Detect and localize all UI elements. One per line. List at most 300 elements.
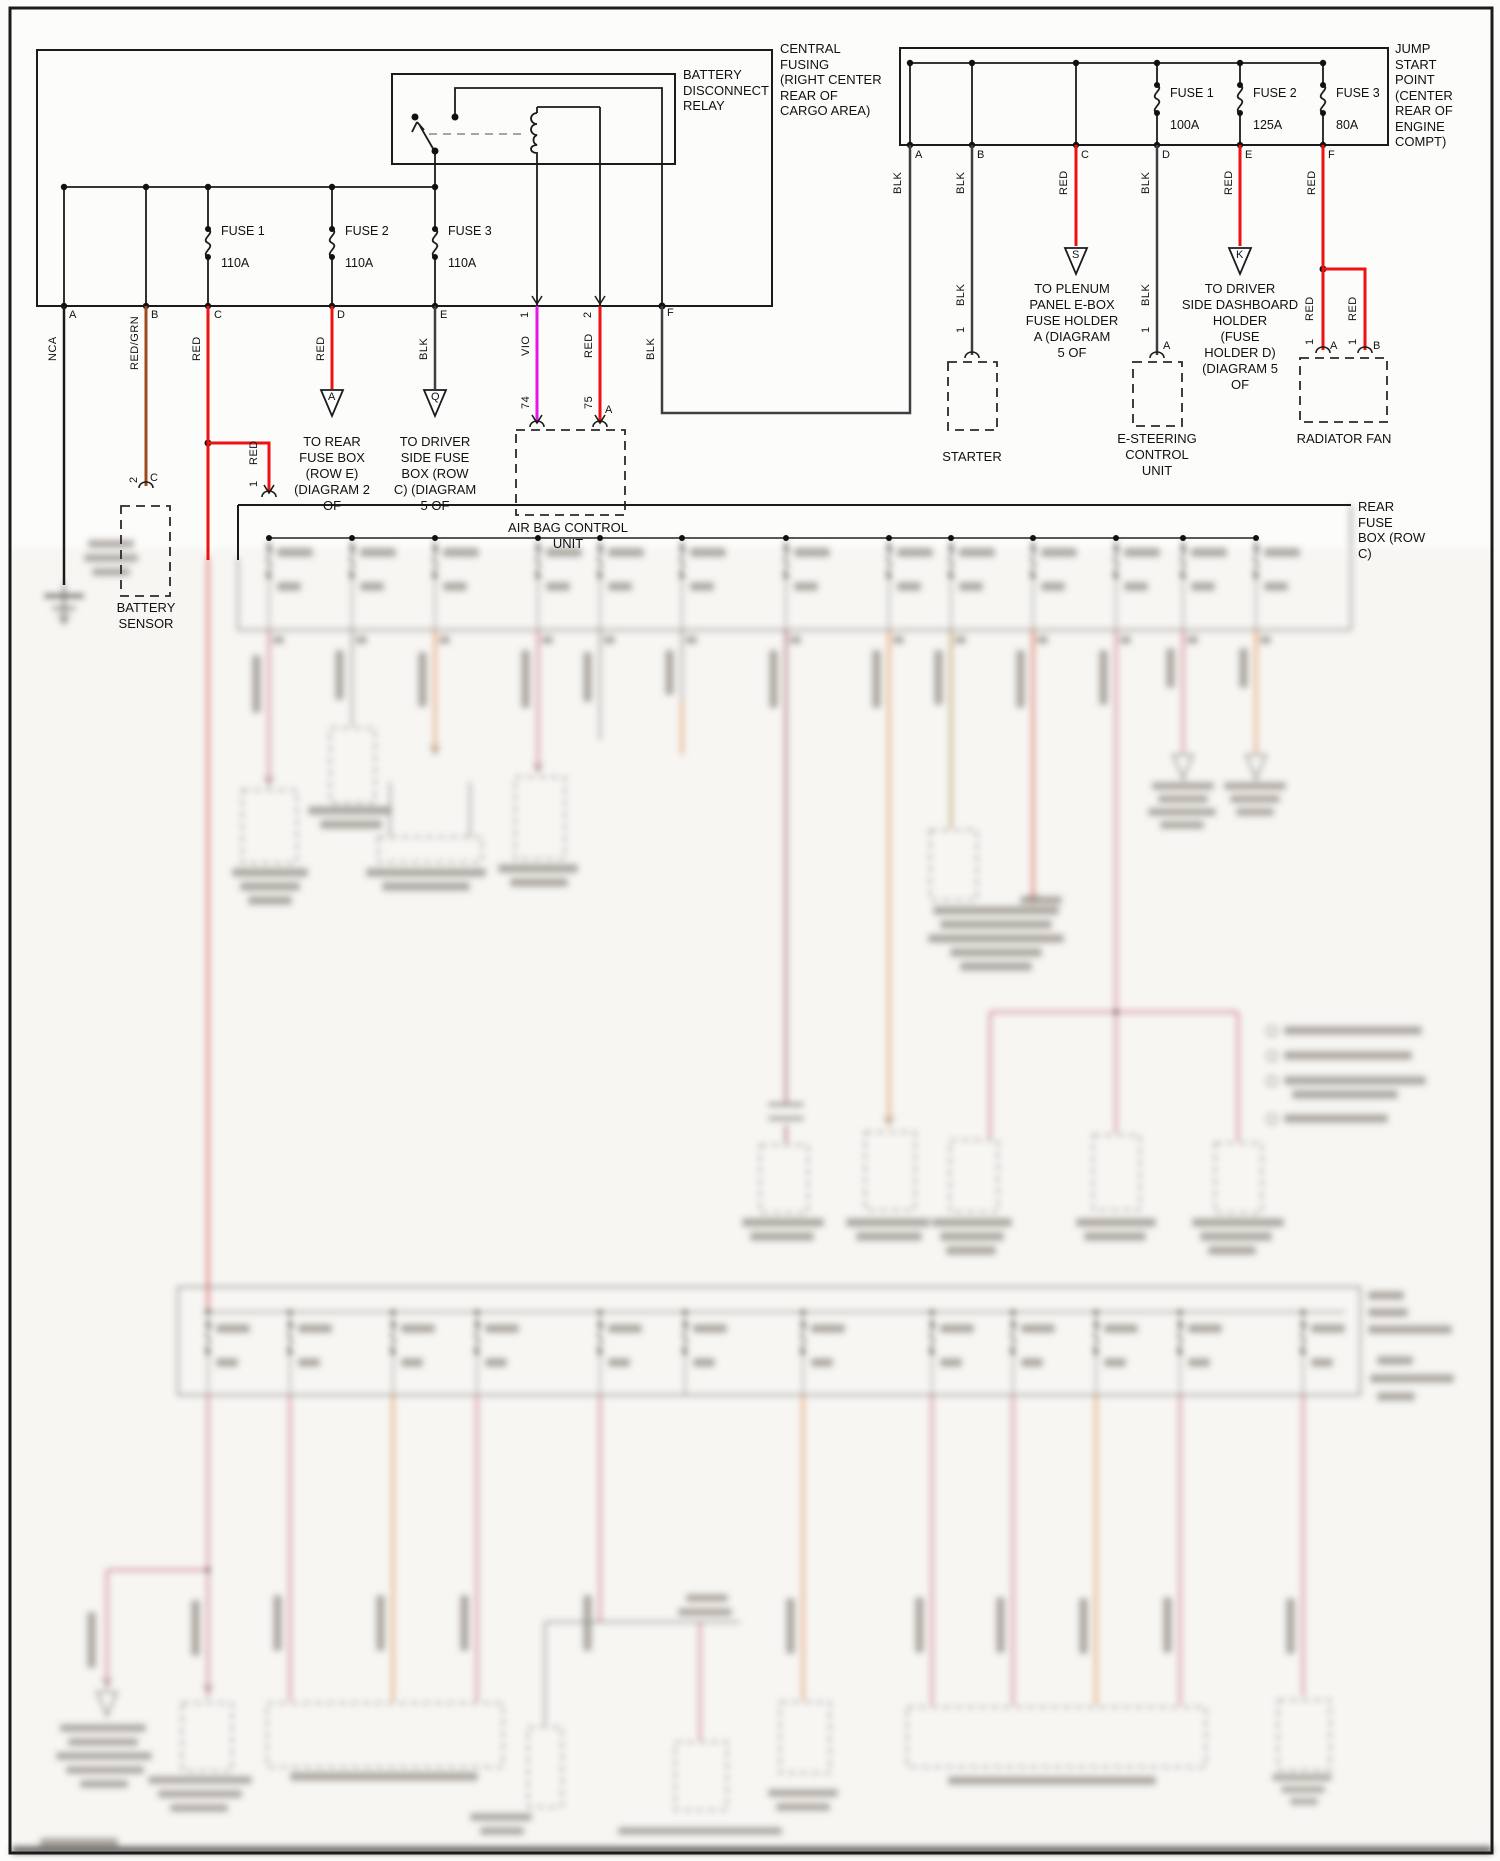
blurred-text: [356, 636, 367, 644]
blurred-lower-schematic: [12, 505, 1492, 1853]
bus-junction-dot: [886, 535, 892, 541]
fuse-icon: [433, 229, 438, 257]
wire-label-blk: BLK: [645, 337, 657, 361]
blurred-text: [811, 1324, 845, 1333]
blurred-text: [811, 1358, 833, 1367]
blurred-text: [1311, 1324, 1345, 1333]
blurred-text: [693, 1324, 727, 1333]
blurred-text: [1191, 582, 1215, 591]
blurred-text: [56, 1752, 152, 1760]
blurred-dot: [1113, 573, 1119, 579]
blurred-text: [376, 1595, 385, 1651]
blurred-dot: [432, 545, 438, 551]
wire-label-blk: BLK: [1140, 171, 1152, 195]
blurred-text: [940, 1358, 962, 1367]
fuse-label: FUSE 3: [1336, 86, 1380, 100]
blurred-text: [583, 1595, 592, 1651]
to-plenum-text: TO PLENUM PANEL E-BOX FUSE HOLDER A (DIAGRAM 5 OF: [1025, 281, 1119, 360]
blurred-text: [443, 582, 467, 591]
blurred-text: [216, 1324, 250, 1333]
blurred-text: [1021, 1324, 1055, 1333]
blurred-text: [510, 878, 568, 887]
blurred-text: [366, 868, 486, 877]
terminal-letter: D: [1162, 149, 1170, 161]
blurred-text: [542, 636, 553, 644]
blurred-text: [940, 1232, 1004, 1241]
blurred-text: [897, 548, 933, 557]
blurred-dot: [205, 1321, 211, 1327]
fuse-rating: 110A: [221, 256, 250, 270]
blurred-text: [320, 820, 382, 829]
blurred-dot: [929, 1321, 935, 1327]
blurred-text: [460, 1595, 469, 1651]
terminal-letter: B: [977, 149, 985, 161]
blurred-dot: [1093, 1349, 1099, 1355]
blurred-text: [856, 1232, 922, 1241]
bus-junction-dot: [783, 535, 789, 541]
bus-junction-dot: [679, 535, 685, 541]
air-bag-control-unit-box: [516, 430, 625, 515]
starter-box: [948, 362, 997, 430]
blurred-text: [546, 582, 570, 591]
blurred-text: [959, 548, 995, 557]
central-fusing-title: CENTRAL FUSING (RIGHT CENTER REAR OF CARGO AREA): [780, 41, 882, 118]
blurred-text: [1104, 1358, 1126, 1367]
wire-label-blk: BLK: [418, 337, 430, 361]
blurred-text: [273, 636, 284, 644]
blurred-text: [498, 864, 578, 873]
blurred-text: [216, 1358, 238, 1367]
blurred-text: [608, 582, 632, 591]
blurred-dot: [287, 1309, 293, 1315]
blurred-dot: [597, 573, 603, 579]
blurred-text: [897, 582, 921, 591]
terminal-letter: B: [151, 309, 159, 321]
blurred-dot: [682, 1321, 688, 1327]
blurred-text: [1076, 1218, 1156, 1227]
blurred-text: [443, 548, 479, 557]
blurred-text: [934, 650, 943, 705]
blurred-text: [750, 1232, 814, 1241]
blurred-dot: [1030, 573, 1036, 579]
fuse-label: FUSE 2: [345, 224, 389, 238]
blurred-dot: [886, 545, 892, 551]
blurred-text: [1158, 795, 1208, 803]
blurred-text: [480, 1827, 524, 1835]
blurred-text: [66, 1766, 144, 1774]
fuse-label: FUSE 1: [221, 224, 265, 238]
terminal-letter: F: [667, 307, 674, 319]
blurred-text: [485, 1324, 519, 1333]
blurred-text: [1239, 648, 1248, 688]
blurred-text: [68, 1738, 138, 1746]
blurred-text: [240, 882, 300, 891]
terminal-pin: 2: [128, 476, 140, 484]
blurred-text: [1099, 650, 1108, 705]
to-driver-fuse-box-text: TO DRIVER SIDE FUSE BOX (ROW C) (DIAGRAM 5 OF: [393, 434, 477, 513]
blurred-dot: [1177, 1309, 1183, 1315]
terminal-pin: 2: [582, 311, 594, 319]
blurred-dot: [929, 1349, 935, 1355]
blurred-text: [1037, 636, 1048, 644]
blurred-text: [1120, 636, 1131, 644]
blurred-text: [521, 650, 530, 708]
blurred-dot: [679, 573, 685, 579]
blurred-text: [191, 1600, 200, 1656]
wire-label-red: RED: [248, 440, 260, 466]
blurred-text: [693, 1358, 715, 1367]
bus-junction-dot: [349, 535, 355, 541]
terminal-letter: A: [605, 404, 613, 416]
fuse-icon: [206, 229, 211, 257]
blurred-text: [960, 962, 1032, 971]
wire-label-red: RED: [1223, 170, 1235, 196]
blurred-dot: [1300, 1349, 1306, 1355]
bus-junction-dot: [432, 535, 438, 541]
blurred-text: [1236, 808, 1274, 816]
bus-junction-dot: [1113, 535, 1119, 541]
fuse-rating: 110A: [345, 256, 374, 270]
blurred-dot: [1093, 1309, 1099, 1315]
blurred-dot: [800, 1349, 806, 1355]
blurred-dot: [1010, 1321, 1016, 1327]
bus-junction-dot: [1253, 535, 1259, 541]
blurred-text: [768, 1789, 838, 1797]
blurred-dot: [474, 1321, 480, 1327]
blurred-text: [298, 1324, 332, 1333]
terminal-pin: 1: [1304, 338, 1316, 346]
fuse-icon: [1155, 85, 1160, 113]
wire-label-blk: BLK: [892, 171, 904, 195]
terminal-letter: A: [69, 309, 77, 321]
e-steering-label: E-STEERING CONTROL UNIT: [1117, 431, 1197, 478]
triangle-letter: K: [1236, 249, 1244, 261]
blurred-text: [932, 1218, 1012, 1227]
blurred-text: [768, 1116, 804, 1121]
blurred-text: [604, 636, 615, 644]
blurred-text: [1260, 636, 1271, 644]
blurred-text: [277, 548, 313, 557]
blurred-dot: [287, 1321, 293, 1327]
radiator-fan-label: RADIATOR FAN: [1296, 431, 1392, 446]
central-fusing-internal-wiring: [64, 88, 662, 306]
blurred-dot: [679, 545, 685, 551]
blurred-text: [1284, 1051, 1412, 1060]
blurred-text: [608, 1324, 642, 1333]
fuse-rating: 125A: [1253, 118, 1283, 132]
blurred-text: [148, 1776, 252, 1784]
blurred-dot: [1113, 545, 1119, 551]
terminal-letter: A: [1163, 340, 1171, 352]
wire-pin-74: 74: [520, 395, 532, 409]
blurred-text: [1192, 1218, 1284, 1227]
blurred-text: [1368, 1325, 1452, 1334]
blurred-text: [418, 652, 427, 707]
blurred-text: [87, 1612, 96, 1668]
wire-label-vio: VIO: [520, 335, 532, 357]
blurred-text: [232, 868, 308, 877]
wire-label-blk: BLK: [1140, 283, 1152, 307]
relay-coil-icon: [531, 113, 537, 306]
blurred-dot: [800, 1309, 806, 1315]
blurred-dot: [474, 1309, 480, 1315]
blurred-text: [1377, 1392, 1415, 1401]
triangle-letter: Q: [431, 391, 440, 403]
blurred-text: [1281, 1786, 1325, 1793]
blurred-text: [439, 636, 450, 644]
air-bag-label: AIR BAG CONTROL UNIT: [508, 520, 628, 551]
blurred-text: [277, 582, 301, 591]
blurred-text: [485, 1358, 507, 1367]
wire-label-red: RED: [1304, 296, 1316, 322]
blurred-dot: [349, 573, 355, 579]
blurred-text: [893, 636, 904, 644]
blurred-dot: [390, 1309, 396, 1315]
blurred-text: [1286, 1598, 1295, 1654]
triangle-letter: A: [328, 391, 336, 403]
jump-start-internal-wiring: [910, 63, 1325, 145]
blurred-text: [401, 1324, 435, 1333]
blurred-text: [1124, 548, 1160, 557]
blurred-text: [678, 1608, 732, 1616]
terminal-letter: C: [150, 472, 158, 484]
blurred-text: [1163, 1597, 1172, 1653]
to-dashboard-text: TO DRIVER SIDE DASHBOARD HOLDER (FUSE HOLDER D) (DIAGRAM 5 OF: [1181, 281, 1299, 392]
blurred-text: [1368, 1291, 1404, 1300]
blurred-dot: [1180, 545, 1186, 551]
blurred-dot: [390, 1349, 396, 1355]
blurred-dot: [597, 1309, 603, 1315]
blurred-text: [1284, 1076, 1426, 1085]
blurred-text: [80, 1780, 128, 1788]
terminal-pin: 1: [955, 326, 967, 334]
terminal-pin: 1: [1347, 338, 1359, 346]
blurred-text: [1016, 650, 1025, 708]
blurred-text: [360, 582, 384, 591]
wire-label-red: RED: [1347, 296, 1359, 322]
blurred-dot: [1093, 1321, 1099, 1327]
blurred-dot: [682, 1309, 688, 1315]
blurred-text: [1264, 548, 1300, 557]
terminal-letter: E: [1245, 149, 1253, 161]
blurred-text: [665, 650, 674, 695]
blurred-text: [690, 548, 726, 557]
blurred-dot: [597, 1321, 603, 1327]
wire-label-red: RED: [315, 336, 327, 362]
blurred-text: [794, 548, 830, 557]
blurred-text: [790, 636, 801, 644]
terminal-letter: A: [915, 149, 923, 161]
fuse-label: FUSE 1: [1170, 86, 1214, 100]
blurred-dot: [266, 545, 272, 551]
blurred-text: [1200, 1232, 1272, 1241]
blurred-text: [742, 1218, 824, 1227]
blurred-text: [940, 1324, 974, 1333]
central-fusing-junction-dots: [61, 114, 666, 310]
blurred-dot: [886, 573, 892, 579]
blurred-dot: [1010, 1309, 1016, 1315]
relay-switch-icon: [412, 122, 435, 152]
battery-disconnect-relay-label: BATTERY DISCONNECT RELAY: [683, 67, 769, 113]
blurred-text: [1311, 1358, 1333, 1367]
wire-label-red: RED: [1306, 170, 1318, 196]
terminal-letter: D: [337, 309, 345, 321]
blurred-dot: [1010, 1349, 1016, 1355]
blurred-text: [1377, 1356, 1413, 1365]
terminal-pin: 1: [519, 311, 531, 319]
blurred-text: [950, 948, 1042, 957]
blurred-text: [946, 1246, 996, 1255]
fuse-rating: 80A: [1336, 118, 1359, 132]
blurred-text: [1084, 1232, 1146, 1241]
blurred-text: [846, 1218, 930, 1227]
blurred-text: [248, 896, 292, 905]
blurred-text: [1368, 1308, 1408, 1317]
blurred-text: [1104, 1324, 1138, 1333]
blurred-dot: [800, 1321, 806, 1327]
blurred-text: [1284, 1026, 1422, 1035]
blurred-text: [1284, 1114, 1388, 1123]
bus-junction-dot: [948, 535, 954, 541]
blurred-text: [1290, 1798, 1318, 1805]
blurred-text: [786, 1598, 795, 1654]
blurred-text: [948, 1776, 1156, 1785]
blurred-text: [608, 1358, 630, 1367]
blurred-text: [1224, 782, 1286, 790]
blurred-text: [1079, 1598, 1088, 1654]
blurred-dot: [929, 1309, 935, 1315]
blurred-text: [290, 1772, 478, 1781]
to-rear-fuse-box-text: TO REAR FUSE BOX (ROW E) (DIAGRAM 2 OF: [294, 434, 370, 513]
blurred-text: [1191, 548, 1227, 557]
blurred-dot: [1177, 1321, 1183, 1327]
blurred-dot: [783, 545, 789, 551]
blurred-text: [1041, 582, 1065, 591]
blurred-text: [1188, 1358, 1210, 1367]
blurred-dot: [682, 1349, 688, 1355]
blurred-text: [686, 636, 697, 644]
wire-pin-75: 75: [583, 395, 595, 409]
blurred-text: [618, 1827, 782, 1835]
blurred-text: [1370, 1374, 1454, 1383]
terminal-letter: B: [1373, 340, 1381, 352]
blurred-text: [686, 1594, 728, 1602]
blurred-dot: [1300, 1309, 1306, 1315]
wire-label-red: RED: [191, 336, 203, 362]
fuse-icon: [1238, 85, 1243, 113]
fuse-rating: 100A: [1170, 118, 1200, 132]
blurred-text: [273, 1595, 282, 1651]
blurred-dot: [474, 1349, 480, 1355]
blurred-dot: [1300, 1321, 1306, 1327]
blurred-dot: [1253, 573, 1259, 579]
blurred-dot: [266, 573, 272, 579]
blurred-text: [1160, 821, 1204, 829]
blurred-text: [308, 806, 392, 815]
fuse-label: FUSE 2: [1253, 86, 1297, 100]
blurred-text: [401, 1358, 423, 1367]
relay-output-wire: [455, 88, 662, 306]
terminal-letter: E: [440, 309, 448, 321]
blurred-dot: [205, 1309, 211, 1315]
blurred-dot: [948, 573, 954, 579]
blurred-dot: [287, 1349, 293, 1355]
blurred-text: [1292, 1090, 1398, 1099]
blurred-text: [360, 548, 396, 557]
bus-junction-dot: [1180, 535, 1186, 541]
blurred-text: [794, 582, 818, 591]
fuse-rating: 110A: [448, 256, 477, 270]
blurred-dot: [1177, 1349, 1183, 1355]
blurred-dot: [783, 573, 789, 579]
blurred-text: [769, 650, 778, 708]
terminal-letter: C: [1081, 149, 1089, 161]
rear-fuse-box-label: REAR FUSE BOX (ROW C): [1358, 499, 1426, 561]
blurred-text: [252, 655, 261, 713]
blurred-text: [298, 1358, 320, 1367]
blurred-text: [776, 1803, 830, 1811]
blurred-text: [1148, 808, 1216, 816]
blurred-text: [1187, 636, 1198, 644]
blurred-text: [1124, 582, 1148, 591]
wire-label-blk: BLK: [955, 283, 967, 307]
blurred-dot: [205, 1349, 211, 1355]
blurred-text: [940, 920, 1052, 929]
fuse-icon: [330, 229, 335, 257]
blurred-text: [335, 650, 344, 700]
blurred-text: [1272, 1774, 1332, 1781]
blurred-dot: [432, 573, 438, 579]
blurred-text: [382, 882, 470, 891]
blurred-text: [996, 1597, 1005, 1653]
bus-junction-dot: [1030, 535, 1036, 541]
blurred-text: [158, 1790, 242, 1798]
blurred-text: [1264, 582, 1288, 591]
wire-label-red-grn: RED/GRN: [129, 315, 141, 371]
blurred-text: [872, 650, 881, 708]
blurred-dot: [1113, 1009, 1119, 1015]
blurred-text: [88, 540, 134, 548]
blurred-text: [1188, 1324, 1222, 1333]
blurred-dot: [1030, 545, 1036, 551]
blurred-dot: [597, 1349, 603, 1355]
terminal-letter: C: [214, 309, 222, 321]
terminal-pin: 1: [248, 480, 260, 488]
blurred-text: [959, 582, 983, 591]
blurred-text: [1152, 782, 1214, 790]
blurred-dot: [349, 545, 355, 551]
fuse-label: FUSE 3: [448, 224, 492, 238]
blurred-text: [92, 568, 130, 576]
blurred-text: [915, 1597, 924, 1653]
fuse-icon: [1321, 85, 1326, 113]
blurred-dot: [1180, 573, 1186, 579]
wire-blk-f: [662, 145, 910, 413]
terminal-letter: A: [1330, 340, 1338, 352]
blurred-text: [690, 582, 714, 591]
wire-label-red: RED: [1058, 170, 1070, 196]
blurred-text: [1021, 1358, 1043, 1367]
triangle-letter: S: [1072, 249, 1080, 261]
blurred-text: [768, 1102, 804, 1107]
blurred-dot: [205, 1567, 211, 1573]
wire-label-red: RED: [583, 333, 595, 359]
blurred-text: [84, 554, 138, 562]
terminal-letter: F: [1328, 149, 1335, 161]
blurred-text: [470, 1813, 532, 1821]
blurred-text: [1041, 548, 1077, 557]
blurred-text: [928, 934, 1064, 943]
